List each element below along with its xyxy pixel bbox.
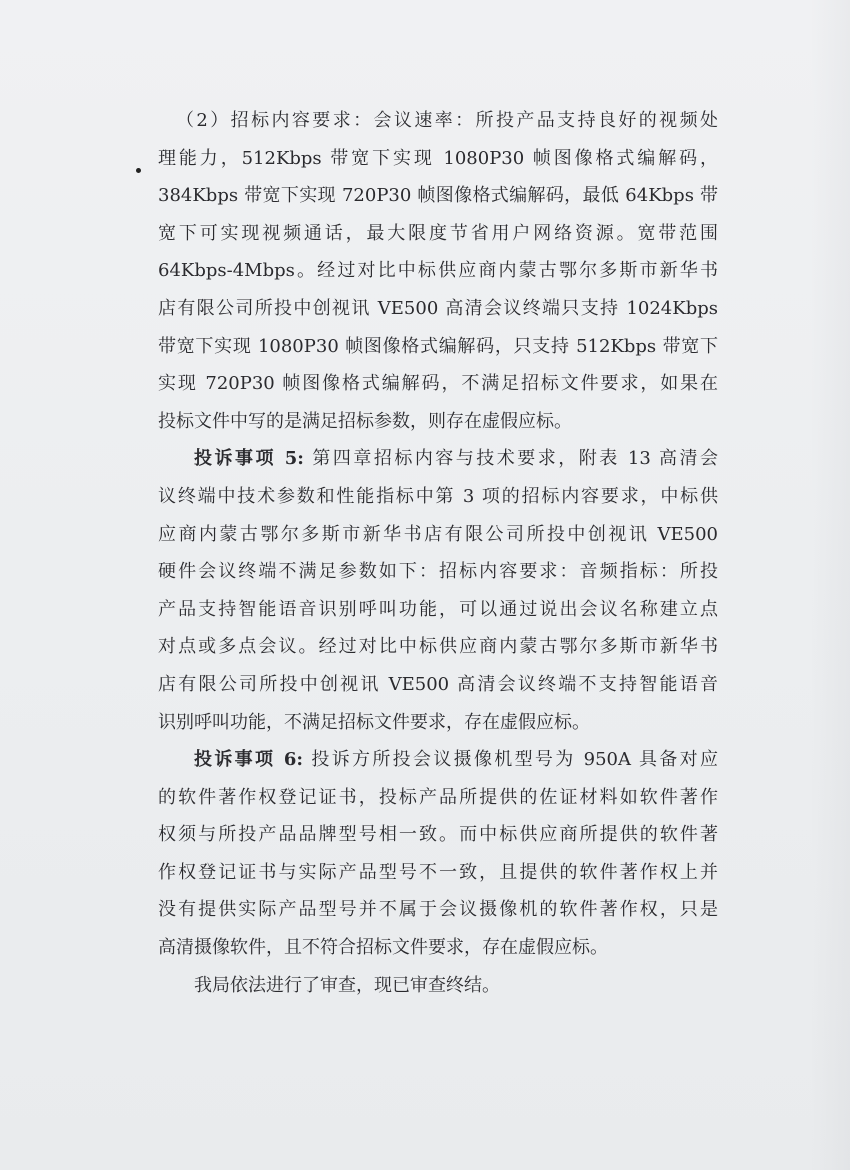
paragraph-complaint-5 [158,440,718,741]
paragraph-conclusion [158,967,718,1005]
text-line: 应商内蒙古鄂尔多斯市新华书店有限公司所投中创视讯 VE500 [158,523,718,545]
text-line: 权须与所投产品品牌型号相一致。而中标供应商所提供的软件著 [158,824,718,846]
text-line: 实现 720P30 帧图像格式编解码，不满足招标文件要求，如果在 [158,373,718,395]
text-line [158,741,718,779]
complaint-6-heading: 投诉事项 6: [194,749,304,771]
text-line: 带宽下实现 1080P30 帧图像格式编解码，只支持 512Kbps 带宽下 [158,335,718,357]
text-line: 作权登记证书与实际产品型号不一致，且提供的软件著作权上并 [158,861,718,883]
text-line-content: 第四章招标内容与技术要求，附表 13 高清会 [309,448,718,470]
text-line-content: 投诉方所投会议摄像机型号为 950A 具备对应 [309,749,718,771]
paragraph-meeting-rate [158,102,718,440]
text-line: 议终端中技术参数和性能指标中第 3 项的招标内容要求，中标供 [158,485,718,507]
page-edge-shadow [810,0,850,1170]
text-line: 384Kbps 带宽下实现 720P30 帧图像格式编解码，最低 64Kbps 带 [158,185,718,207]
text-line: 硬件会议终端不满足参数如下：招标内容要求：音频指标：所投 [158,561,718,583]
stray-ink-dot [136,168,141,173]
text-line [158,440,718,478]
text-line: 宽下可实现视频通话，最大限度节省用户网络资源。宽带范围 [158,222,718,244]
text-line: 产品支持智能语音识别呼叫功能，可以通过说出会议名称建立点 [158,598,718,620]
conclusion-line: 我局依法进行了审查，现已审查终结。 [194,974,500,996]
text-line: （2）招标内容要求：会议速率：所投产品支持良好的视频处 [176,110,718,131]
text-line: 店有限公司所投中创视讯 VE500 高清会议终端只支持 1024Kbps [158,297,718,319]
text-line: 理能力，512Kbps 带宽下实现 1080P30 帧图像格式编解码， [158,147,718,169]
text-line: 店有限公司所投中创视讯 VE500 高清会议终端不支持智能语音 [158,673,718,695]
complaint-5-heading: 投诉事项 5: [194,448,304,470]
text-line: 识别呼叫功能，不满足招标文件要求，存在虚假应标。 [158,711,590,733]
document-body [158,102,718,1004]
text-line: 高清摄像软件，且不符合招标文件要求，存在虚假应标。 [158,937,608,959]
text-line: 没有提供实际产品型号并不属于会议摄像机的软件著作权，只是 [158,899,718,921]
text-line: 64Kbps-4Mbps。经过对比中标供应商内蒙古鄂尔多斯市新华书 [158,260,718,282]
text-line: 的软件著作权登记证书，投标产品所提供的佐证材料如软件著作 [158,786,718,808]
paragraph-complaint-6 [158,741,718,967]
text-line: 对点或多点会议。经过对比中标供应商内蒙古鄂尔多斯市新华书 [158,636,718,658]
text-line: 投标文件中写的是满足招标参数，则存在虚假应标。 [158,410,572,432]
